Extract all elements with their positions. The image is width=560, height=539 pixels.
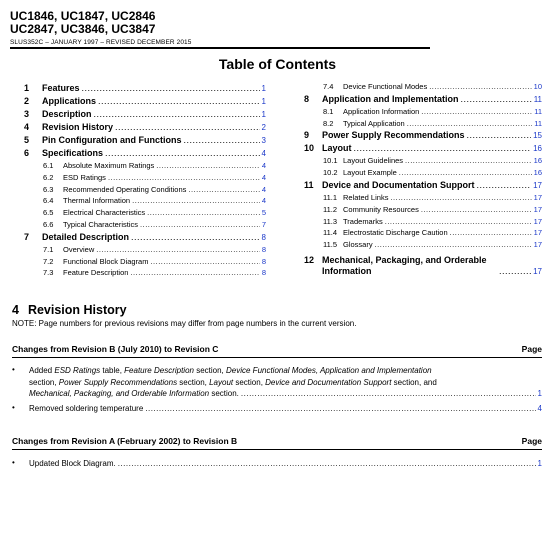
bullet-line-1: Added ESD Ratings table, Feature Description section, Device Functional Modes, Application and Implementation (29, 366, 432, 375)
toc-page-link[interactable]: 8 (261, 244, 266, 254)
toc-entry-number: 7.3 (43, 268, 54, 278)
toc-entry[interactable] (304, 216, 542, 228)
toc-entry[interactable] (304, 192, 542, 204)
toc-entry-title[interactable]: Application and Implementation (322, 93, 459, 104)
toc-entry-number: 10.2 (323, 168, 338, 178)
toc-entry[interactable] (24, 231, 266, 244)
toc-page-link[interactable]: 17 (533, 240, 542, 250)
toc-entry-number: 8.1 (323, 106, 334, 116)
toc-entry-number: 8.2 (323, 118, 334, 128)
toc-entry-title[interactable]: Device and Documentation Support (322, 179, 475, 190)
toc-page-link[interactable]: 5 (261, 208, 266, 218)
toc-entry-title[interactable]: Community Resources (343, 204, 419, 214)
toc-entry-title[interactable]: Feature Description (63, 268, 129, 278)
section-number: 4 (12, 303, 19, 317)
toc-entry[interactable] (24, 184, 266, 196)
toc-entry-number: 6.3 (43, 184, 54, 194)
toc-page-link[interactable]: 17 (533, 180, 542, 190)
toc-entry-number: 11.5 (323, 240, 338, 250)
toc-page-link[interactable]: 1 (261, 84, 266, 93)
toc-page-link[interactable]: 3 (261, 136, 266, 145)
page-column-label: Page (521, 344, 542, 354)
document-header (10, 10, 430, 49)
toc-entry-number: 6.1 (43, 161, 54, 170)
toc-page-link[interactable]: 16 (533, 144, 542, 154)
toc-page-link[interactable]: 1 (261, 97, 266, 106)
revision-history-heading (12, 303, 127, 317)
bullet-line-3: Mechanical, Packaging, and Orderable Information section. ..... 1 (29, 388, 542, 400)
toc-dot-leader (82, 82, 260, 95)
toc-page-link[interactable]: 4 (261, 172, 266, 182)
toc-entry[interactable] (24, 195, 266, 207)
toc-entry-title[interactable]: Electrostatic Discharge Caution (343, 228, 448, 238)
toc-entry-number: 3 (24, 109, 30, 119)
header-rule (10, 47, 430, 49)
toc-dot-leader (94, 108, 260, 121)
toc-dot-leader (188, 184, 259, 196)
bullet-dot: • (12, 403, 15, 412)
toc-entry[interactable] (304, 204, 542, 216)
toc-dot-leader (399, 167, 532, 179)
toc-page-link[interactable]: 4 (261, 184, 266, 194)
toc-entry-title[interactable]: Functional Block Diagram (63, 256, 149, 266)
document-id: SLUS352C – JANUARY 1997 – REVISED DECEMBER 2015 (10, 39, 192, 46)
toc-page-link[interactable]: 8 (261, 256, 266, 266)
toc-entry[interactable] (304, 239, 542, 251)
toc-entry-number: 6.2 (43, 172, 54, 182)
toc-entry-number: 6.6 (43, 219, 54, 229)
toc-dot-leader (184, 134, 260, 147)
toc-dot-leader (421, 204, 532, 216)
toc-page-link[interactable]: 16 (533, 156, 542, 166)
bullet-text: Removed soldering temperature (29, 404, 144, 413)
toc-entry-title[interactable]: Layout Guidelines (343, 156, 404, 166)
part-numbers-line-2: UC2847, UC3846, UC3847 (10, 22, 156, 36)
toc-dot-leader (115, 121, 260, 134)
toc-entry-title[interactable]: Features (42, 83, 80, 93)
toc-entry-title[interactable]: Application Information (343, 106, 420, 116)
toc-dot-leader (467, 129, 532, 142)
changes-heading-text: Changes from Revision A (February 2002) to Revision B (12, 436, 238, 446)
toc-page-link[interactable]: 4 (261, 149, 266, 158)
toc-entry-number: 6 (24, 148, 30, 158)
toc-entry[interactable] (304, 93, 542, 106)
toc-dot-leader (131, 231, 260, 244)
toc-entry-number: 2 (24, 96, 30, 106)
toc-entry[interactable] (304, 255, 542, 277)
toc-entry-title[interactable]: Recommended Operating Conditions (63, 184, 187, 194)
toc-entry[interactable] (304, 106, 542, 118)
toc-dot-leader (499, 266, 531, 277)
toc-entry[interactable] (24, 160, 266, 172)
toc-entry-title[interactable]: Description (42, 109, 92, 119)
toc-entry[interactable] (24, 121, 266, 134)
toc-left-column (24, 82, 266, 279)
toc-dot-leader (156, 160, 260, 172)
toc-dot-leader (421, 106, 532, 118)
toc-entry[interactable] (304, 129, 542, 142)
toc-entry[interactable] (24, 256, 266, 268)
toc-dot-leader (477, 179, 532, 192)
toc-entry[interactable] (304, 81, 542, 93)
toc-entry-title[interactable]: Power Supply Recommendations (322, 130, 465, 141)
toc-entry[interactable] (24, 219, 266, 231)
bullet-line-2: section, Power Supply Recommendations section, Layout section, Device and Documentation Support section, and (29, 377, 437, 387)
page-link[interactable]: 1 (537, 389, 542, 398)
toc-entry-title[interactable]: Layout Example (343, 168, 397, 178)
toc-entry[interactable] (304, 227, 542, 239)
toc-entry[interactable] (24, 207, 266, 219)
toc-dot-leader (429, 81, 531, 93)
toc-entry-title[interactable]: Related Links (343, 192, 389, 202)
toc-entry-number: 11.2 (323, 204, 338, 214)
toc-dot-leader (98, 95, 260, 108)
toc-dot-leader (130, 267, 259, 279)
toc-page-link[interactable]: 17 (533, 192, 542, 202)
changes-a-to-b-heading (12, 436, 542, 446)
toc-entry-number: 4 (24, 122, 30, 132)
toc-dot-leader (375, 239, 532, 251)
toc-dot-leader (385, 216, 532, 228)
toc-entry-title[interactable]: ESD Ratings (63, 172, 106, 182)
bullet-dot: • (12, 365, 15, 374)
toc-entry-title[interactable]: Pin Configuration and Functions (42, 135, 182, 145)
toc-dot-leader (108, 172, 260, 184)
toc-entry-title[interactable]: Typical Characteristics (63, 219, 139, 229)
toc-page-link[interactable]: 11 (534, 106, 542, 116)
toc-entry[interactable] (304, 155, 542, 167)
page-column-label: Page (521, 436, 542, 446)
toc-dot-leader (105, 147, 260, 160)
revision-note: NOTE: Page numbers for previous revisions may differ from page numbers in the current version. (12, 319, 357, 328)
toc-page-link[interactable]: 7 (261, 219, 266, 229)
changes-b-to-c-heading (12, 344, 542, 354)
toc-entry-number: 10 (304, 143, 315, 154)
section-rule (12, 357, 542, 358)
bullet-text: Updated Block Diagram. (29, 459, 116, 468)
page-link[interactable]: 4 (537, 404, 542, 413)
toc-entry-number: 9 (304, 130, 310, 141)
toc-dot-leader (405, 155, 532, 167)
toc-entry-number: 11.4 (323, 228, 338, 238)
toc-entry-title[interactable]: Overview (63, 244, 95, 254)
toc-entry-title[interactable]: Electrical Characteristics (63, 208, 146, 218)
toc-entry[interactable] (24, 95, 266, 108)
toc-page-link[interactable]: 4 (261, 161, 266, 170)
toc-entry[interactable] (24, 244, 266, 256)
toc-entry[interactable] (24, 267, 266, 279)
toc-entry[interactable] (24, 82, 266, 95)
toc-dot-leader (132, 195, 260, 207)
toc-entry[interactable] (24, 134, 266, 147)
toc-entry[interactable] (304, 142, 542, 155)
toc-entry[interactable] (24, 172, 266, 184)
toc-right-column (304, 81, 542, 277)
toc-dot-leader (147, 207, 260, 219)
toc-title: Table of Contents (218, 56, 337, 72)
toc-page-link[interactable]: 17 (533, 266, 542, 276)
toc-page-link[interactable]: 17 (533, 228, 542, 238)
toc-page-link[interactable]: 17 (533, 216, 542, 226)
toc-dot-leader (150, 256, 259, 268)
toc-page-link[interactable]: 11 (534, 118, 542, 128)
toc-page-link[interactable]: 11 (533, 94, 542, 104)
toc-page-link[interactable]: 4 (261, 196, 266, 206)
toc-dot-leader (96, 244, 260, 256)
toc-page-link[interactable]: 8 (261, 268, 266, 278)
toc-entry-title[interactable]: Mechanical, Packaging, and Orderable Information (322, 254, 487, 276)
toc-entry-title[interactable]: Typical Application (343, 118, 405, 128)
toc-entry[interactable] (24, 147, 266, 160)
toc-entry-number: 7.1 (43, 244, 54, 254)
toc-entry-number: 11 (304, 179, 314, 190)
toc-entry[interactable] (304, 167, 542, 179)
toc-page-link[interactable]: 1 (261, 110, 266, 119)
toc-page-link[interactable]: 16 (533, 168, 542, 178)
toc-entry-number: 7 (24, 231, 30, 242)
toc-entry-title[interactable]: Trademarks (343, 216, 383, 226)
toc-entry-number: 6.5 (43, 208, 54, 218)
toc-dot-leader (354, 142, 532, 155)
toc-entry-number: 7.4 (323, 82, 334, 91)
toc-entry-number: 12 (304, 254, 315, 265)
toc-page-link[interactable]: 8 (261, 232, 266, 242)
toc-entry-number: 10.1 (323, 156, 338, 166)
toc-page-link[interactable]: 2 (261, 123, 266, 132)
toc-entry[interactable] (24, 108, 266, 121)
toc-entry-title[interactable]: Applications (42, 96, 97, 106)
toc-entry-number: 6.4 (43, 196, 54, 206)
toc-entry-title[interactable]: Revision History (42, 122, 114, 132)
toc-entry-title[interactable]: Detailed Description (42, 231, 130, 242)
page-link[interactable]: 1 (537, 459, 542, 468)
toc-entry-title[interactable]: Layout (322, 143, 352, 154)
toc-page-link[interactable]: 10 (533, 82, 542, 91)
part-numbers-line-1: UC1846, UC1847, UC2846 (10, 9, 156, 23)
toc-entry-title[interactable]: Absolute Maximum Ratings (63, 161, 155, 170)
toc-entry[interactable] (304, 179, 542, 192)
toc-entry-number: 5 (24, 135, 30, 145)
section-rule (12, 449, 542, 450)
toc-dot-leader (390, 192, 531, 204)
toc-entry-number: 11.1 (323, 192, 338, 202)
toc-entry-number: 11.3 (323, 216, 338, 226)
toc-page-link[interactable]: 15 (533, 131, 542, 141)
toc-dot-leader (407, 118, 533, 130)
toc-entry-title[interactable]: Thermal Information (63, 196, 131, 206)
changes-heading-text: Changes from Revision B (July 2010) to Revision C (12, 344, 219, 354)
toc-entry-title[interactable]: Specifications (42, 148, 104, 158)
section-title: Revision History (27, 303, 127, 317)
toc-entry[interactable] (304, 118, 542, 130)
toc-dot-leader (461, 93, 532, 106)
toc-dot-leader (140, 219, 260, 231)
toc-entry-number: 7.2 (43, 256, 54, 266)
toc-entry-number: 1 (24, 83, 30, 93)
toc-page-link[interactable]: 17 (533, 204, 542, 214)
toc-entry-title[interactable]: Glossary (343, 240, 373, 250)
toc-entry-number: 8 (304, 93, 310, 104)
toc-dot-leader (450, 227, 532, 239)
toc-entry-title[interactable]: Device Functional Modes (343, 82, 428, 91)
bullet-dot: • (12, 458, 15, 467)
